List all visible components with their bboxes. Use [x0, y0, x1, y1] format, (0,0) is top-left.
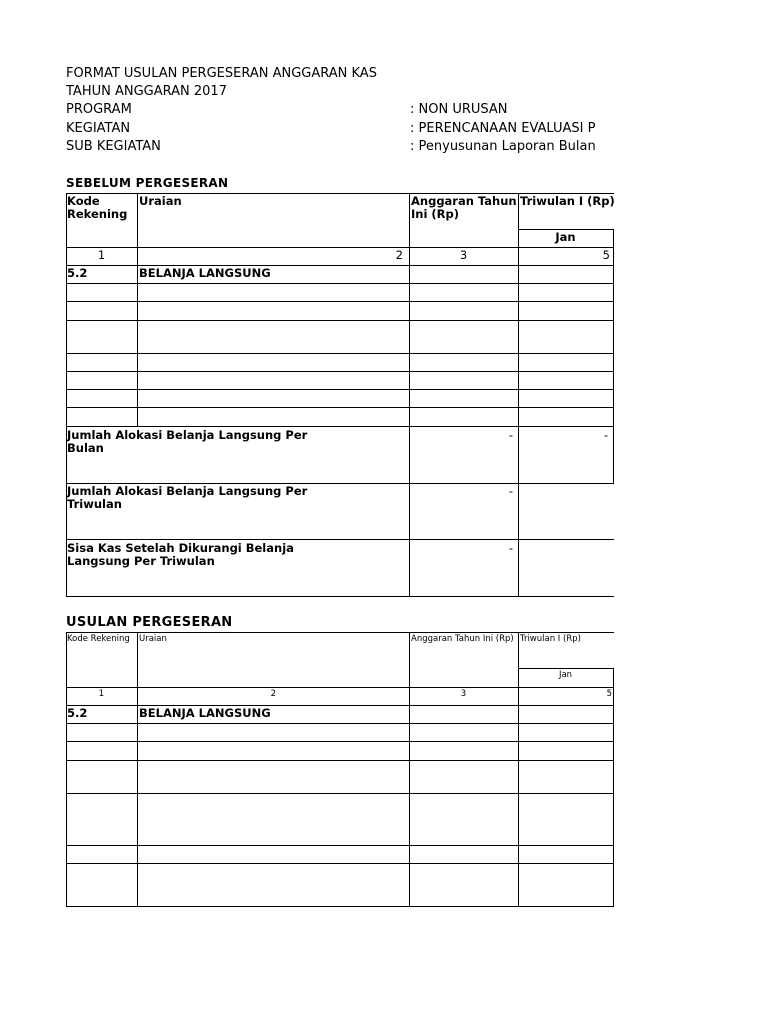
- jumlah-per-triwulan-label: Jumlah Alokasi Belanja Langsung Per Triwulan: [67, 484, 308, 511]
- col-number-2: 2: [395, 248, 403, 262]
- sub-kegiatan-value: : Penyusunan Laporan Bulan: [410, 139, 596, 154]
- sisa-kas-anggaran: -: [508, 541, 513, 555]
- col-header-triwulan: Triwulan I (Rp): [520, 194, 615, 208]
- program-value: : NON URUSAN: [410, 102, 508, 117]
- col-number-1-2: 1: [98, 689, 105, 699]
- col-number-1: 1: [97, 248, 106, 262]
- col-header-anggaran-2: Anggaran Tahun Ini (Rp): [411, 634, 514, 644]
- sub-kegiatan-label: SUB KEGIATAN: [66, 139, 161, 154]
- col-header-anggaran: Anggaran Tahun Ini (Rp): [411, 194, 517, 221]
- program-label: PROGRAM: [66, 102, 132, 117]
- kegiatan-value: : PERENCANAAN EVALUASI P: [410, 121, 596, 136]
- col-number-3-2: 3: [460, 689, 467, 699]
- jumlah-per-bulan-label: Jumlah Alokasi Belanja Langsung Per Bulan: [67, 428, 308, 455]
- col-number-2-2: 2: [270, 689, 276, 699]
- kegiatan-label: KEGIATAN: [66, 121, 131, 136]
- col-header-uraian: Uraian: [139, 194, 182, 208]
- row-uraian-2: BELANJA LANGSUNG: [139, 706, 271, 720]
- jumlah-per-triwulan-anggaran: -: [508, 484, 513, 498]
- col-number-3: 3: [459, 248, 468, 262]
- sisa-kas-label: Sisa Kas Setelah Dikurangi Belanja Langsung Per Triwulan: [67, 541, 294, 568]
- col-header-uraian-2: Uraian: [139, 634, 167, 644]
- section-title-after: USULAN PERGESERAN: [66, 615, 233, 630]
- row-uraian: BELANJA LANGSUNG: [139, 266, 271, 280]
- jumlah-per-bulan-jan: -: [603, 428, 608, 442]
- col-header-kode: Kode Rekening: [67, 194, 128, 221]
- col-number-5: 5: [602, 248, 610, 262]
- doc-title: FORMAT USULAN PERGESERAN ANGGARAN KAS: [66, 66, 377, 81]
- col-number-5-2: 5: [606, 689, 612, 699]
- doc-year: TAHUN ANGGARAN 2017: [66, 84, 227, 99]
- col-header-kode-2: Kode Rekening: [67, 634, 130, 644]
- row-kode: 5.2: [67, 266, 88, 280]
- col-header-triwulan-2: Triwulan I (Rp): [520, 634, 581, 644]
- row-kode-2: 5.2: [67, 706, 88, 720]
- section-title-before: SEBELUM PERGESERAN: [66, 176, 229, 190]
- col-header-jan: Jan: [555, 230, 576, 244]
- jumlah-per-bulan-anggaran: -: [508, 428, 513, 442]
- col-header-jan-2: Jan: [558, 670, 573, 680]
